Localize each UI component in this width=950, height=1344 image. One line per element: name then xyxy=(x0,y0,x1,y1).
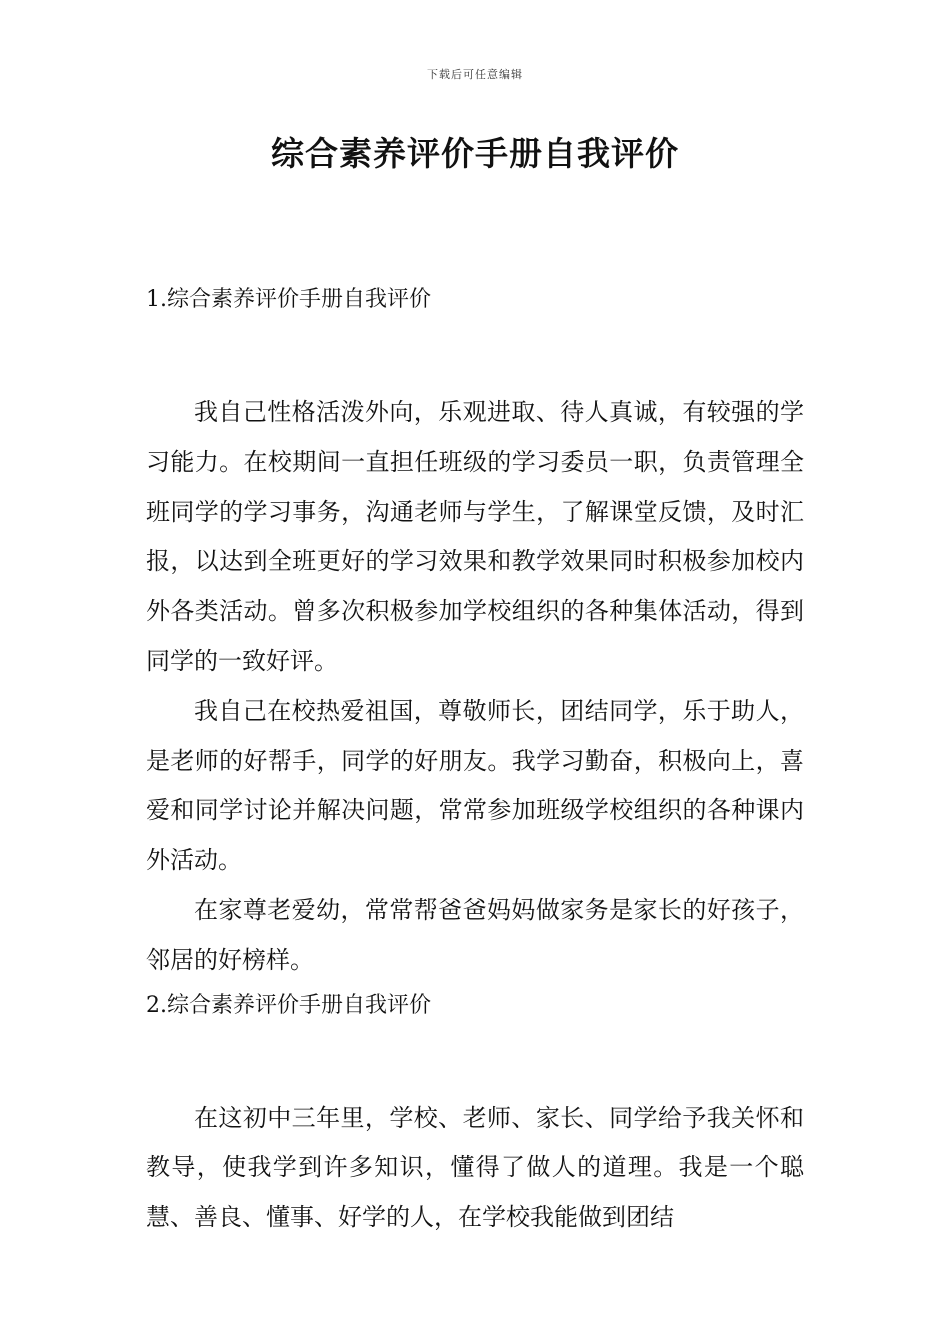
paragraph: 在这初中三年里，学校、老师、家长、同学给予我关怀和教导，使我学到许多知识，懂得了做人的道理。我是一个聪慧、善良、懂事、好学的人，在学校我能做到团结 xyxy=(146,1103,804,1232)
paragraph: 我自己在校热爱祖国，尊敬师长，团结同学，乐于助人，是老师的好帮手，同学的好朋友。我学习勤奋，积极向上，喜爱和同学讨论并解决问题，常常参加班级学校组织的各种课内外活动。 xyxy=(146,696,804,875)
section-heading: 1.综合素养评价手册自我评价 xyxy=(146,287,431,312)
paragraph: 我自己性格活泼外向，乐观进取、待人真诚，有较强的学习能力。在校期间一直担任班级的学习委员一职，负责管理全班同学的学习事务，沟通老师与学生，了解课堂反馈，及时汇报，以达到全班更好的学习效果和教学效果同时积极参加校内外各类活动。曾多次积极参加学校组织的各种集体活动，得到同学的一致好评。 xyxy=(146,398,804,675)
section-1 xyxy=(146,280,804,986)
document-body xyxy=(146,280,804,1243)
section-heading: 2.综合素养评价手册自我评价 xyxy=(146,992,431,1018)
paragraph: 在家尊老爱幼，常常帮爸爸妈妈做家务是家长的好孩子，邻居的好榜样。 xyxy=(146,895,804,974)
section-2 xyxy=(146,986,804,1243)
document-title: 综合素养评价手册自我评价 xyxy=(271,134,679,173)
header-note: 下载后可任意编辑 xyxy=(427,68,523,81)
